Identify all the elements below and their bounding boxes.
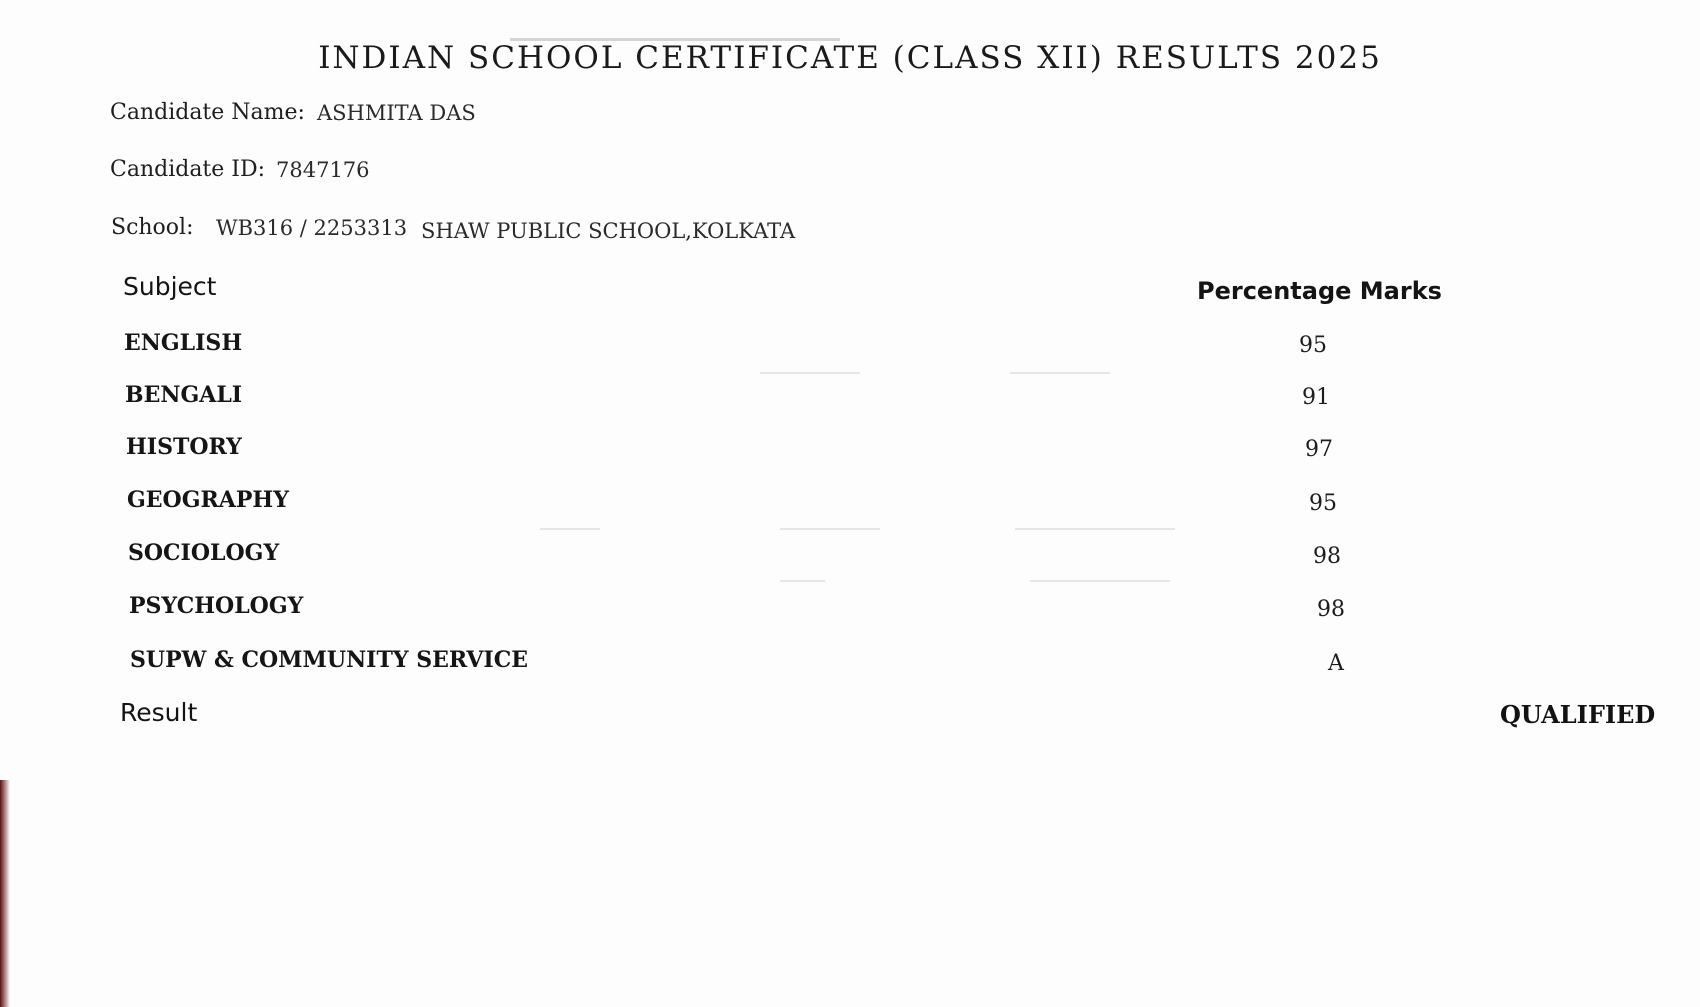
faint-rule — [540, 528, 600, 530]
faint-rule — [780, 528, 880, 530]
subject-mark: 95 — [1309, 491, 1337, 516]
subject-mark: 98 — [1313, 544, 1341, 569]
subject-name: BENGALI — [125, 382, 243, 408]
result-value: QUALIFIED — [1500, 700, 1656, 729]
subject-mark: 91 — [1302, 385, 1330, 410]
candidate-id-value: 7847176 — [276, 158, 370, 182]
subject-name: SOCIOLOGY — [128, 540, 280, 566]
candidate-name-value: ASHMITA DAS — [317, 101, 476, 125]
school-label: School: — [111, 215, 194, 240]
subject-mark: 95 — [1299, 333, 1327, 358]
school-code: WB316 / 2253313 — [216, 216, 408, 240]
subject-mark: A — [1328, 651, 1344, 676]
candidate-id-label: Candidate ID: — [110, 157, 266, 182]
school-name: SHAW PUBLIC SCHOOL,KOLKATA — [421, 219, 796, 243]
faint-rule — [780, 580, 825, 582]
subject-name: GEOGRAPHY — [127, 487, 289, 513]
faint-rule — [1030, 580, 1170, 582]
subject-name: HISTORY — [126, 434, 242, 460]
subject-name: PSYCHOLOGY — [129, 593, 304, 619]
faint-rule — [1015, 528, 1175, 530]
subject-name: SUPW & COMMUNITY SERVICE — [130, 647, 528, 673]
subject-name: ENGLISH — [124, 330, 243, 356]
faint-rule — [1010, 372, 1110, 374]
subject-mark: 98 — [1317, 597, 1345, 622]
subject-mark: 97 — [1305, 437, 1333, 462]
paper-edge-shadow — [0, 780, 10, 1007]
marks-column-header: Percentage Marks — [1197, 277, 1442, 305]
candidate-name-label: Candidate Name: — [110, 100, 305, 125]
page-title: INDIAN SCHOOL CERTIFICATE (CLASS XII) RESULTS 2025 — [318, 40, 1382, 76]
subject-column-header: Subject — [123, 272, 217, 301]
result-label: Result — [120, 698, 198, 727]
faint-rule — [760, 372, 860, 374]
